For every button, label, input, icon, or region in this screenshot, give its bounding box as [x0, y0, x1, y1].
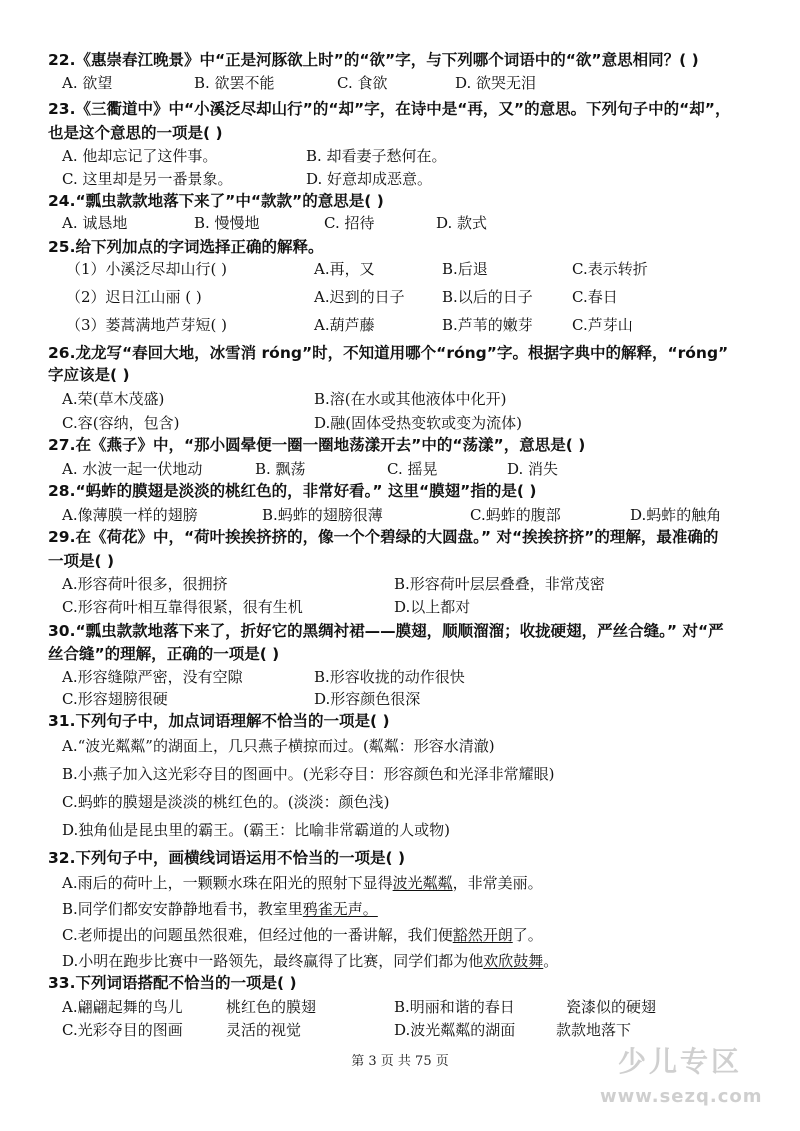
q26-option-b: B.溶(在水或其他液体中化开): [314, 390, 507, 408]
watermark-logo: 少儿专区: [618, 1045, 743, 1078]
question-25-stem: 25.给下列加点的字词选择正确的解释。: [48, 238, 324, 256]
q28-option-c: C.蚂蚱的腹部: [470, 506, 561, 524]
q24-option-a: A. 诚恳地: [62, 214, 128, 232]
q29-option-b: B.形容荷叶层层叠叠，非常茂密: [394, 575, 605, 593]
q32-option-d: D.小明在跑步比赛中一路领先，最终赢得了比赛，同学们都为他欢欣鼓舞。: [62, 952, 559, 970]
q25-item-2-option-b: B.以后的日子: [442, 288, 533, 306]
q29-option-d: D.以上都对: [394, 598, 471, 616]
watermark-url: www.sezq.com: [600, 1086, 763, 1107]
q33-option-c-part1: C.光彩夺目的图画: [62, 1021, 183, 1039]
q25-item-1-option-c: C.表示转折: [572, 260, 648, 278]
q32-option-d-underlined: 欢欣鼓舞: [483, 952, 544, 970]
page-number-footer: 第 3 页 共 75 页: [351, 1054, 449, 1069]
q27-option-d: D. 消失: [507, 460, 559, 478]
question-27-stem: 27.在《燕子》中，“那小圆晕便一圈一圈地荡漾开去”中的“荡漾”，意思是( ): [48, 436, 586, 454]
q32-option-a: A.雨后的荷叶上，一颗颗水珠在阳光的照射下显得波光粼粼，非常美丽。: [62, 874, 543, 892]
q30-option-b: B.形容收拢的动作很快: [314, 668, 465, 686]
q25-item-3-option-b: B.芦苇的嫩芽: [442, 316, 533, 334]
question-30-stem-line1: 30.“瓢虫款款地落下来了，折好它的黑绸衬裙——膜翅，顺顺溜溜；收拢硬翅，严丝合缝。” 对“严: [48, 622, 724, 640]
q28-option-d: D.蚂蚱的触角: [630, 506, 722, 524]
q24-option-d: D. 款式: [436, 214, 488, 232]
q33-option-a-part2: 桃红色的膜翅: [226, 998, 317, 1016]
q22-option-c: C. 食欲: [337, 74, 388, 92]
q24-option-c: C. 招待: [324, 214, 375, 232]
q32-option-b: B.同学们都安安静静地看书，教室里鸦雀无声。: [62, 900, 378, 918]
q25-item-3: （3）蒌蒿满地芦芽短( ): [66, 316, 228, 334]
q32-option-c: C.老师提出的问题虽然很难，但经过他的一番讲解，我们便豁然开朗了。: [62, 926, 543, 944]
q26-option-c: C.容(容纳，包含): [62, 414, 180, 432]
question-31-stem: 31.下列句子中，加点词语理解不恰当的一项是( ): [48, 712, 390, 730]
question-33-stem: 33.下列词语搭配不恰当的一项是( ): [48, 974, 297, 992]
q33-option-b-part1: B.明丽和谐的春日: [394, 998, 515, 1016]
q23-option-d: D. 好意却成恶意。: [306, 170, 433, 188]
q30-option-c: C.形容翅膀很硬: [62, 690, 168, 708]
question-23-stem-line1: 23.《三衢道中》中“小溪泛尽却山行”的“却”字，在诗中是“再，又”的意思。下列句子中的“却”，: [48, 100, 731, 118]
q25-item-2-option-a: A.迟到的日子: [314, 288, 405, 306]
q32-option-b-underlined: 鸦雀无声。: [302, 900, 378, 918]
q25-item-1-option-b: B.后退: [442, 260, 488, 278]
q27-option-c: C. 摇晃: [387, 460, 438, 478]
q25-item-1-option-a: A.再，又: [314, 260, 375, 278]
q32-option-a-underlined: 波光粼粼: [392, 874, 453, 892]
q28-option-a: A.像薄膜一样的翅膀: [62, 506, 198, 524]
q26-option-a: A.荣(草木茂盛): [62, 390, 165, 408]
question-29-stem-line2: 一项是( ): [48, 552, 115, 570]
question-24-stem: 24.“瓢虫款款地落下来了”中“款款”的意思是( ): [48, 192, 384, 210]
q31-option-b: B.小燕子加入这光彩夺目的图画中。(光彩夺目：形容颜色和光泽非常耀眼): [62, 765, 555, 783]
q33-option-d-part1: D.波光粼粼的湖面: [394, 1021, 516, 1039]
q30-option-d: D.形容颜色很深: [314, 690, 421, 708]
question-26-stem-line1: 26.龙龙写“春回大地，冰雪消 róng”时，不知道用哪个“róng”字。根据字典中的解释，“róng”: [48, 344, 729, 362]
q27-option-a: A. 水波一起一伏地动: [62, 460, 203, 478]
q31-option-d: D.独角仙是昆虫里的霸王。(霸王：比喻非常霸道的人或物): [62, 821, 450, 839]
q28-option-b: B.蚂蚱的翅膀很薄: [262, 506, 383, 524]
q25-item-2-option-c: C.春日: [572, 288, 618, 306]
q31-option-a: A.“波光粼粼”的湖面上，几只燕子横掠而过。(粼粼：形容水清澈): [62, 737, 495, 755]
q22-option-a: A. 欲望: [62, 74, 113, 92]
question-26-stem-line2: 字应该是( ): [48, 366, 130, 384]
q23-option-a: A. 他却忘记了这件事。: [62, 147, 218, 165]
q23-option-c: C. 这里却是另一番景象。: [62, 170, 233, 188]
question-29-stem-line1: 29.在《荷花》中，“荷叶挨挨挤挤的，像一个个碧绿的大圆盘。” 对“挨挨挤挤”的理解，最准确的: [48, 528, 719, 546]
question-23-stem-line2: 也是这个意思的一项是( ): [48, 124, 223, 142]
q25-item-3-option-c: C.芦芽山: [572, 316, 633, 334]
q33-option-c-part2: 灵活的视觉: [226, 1021, 302, 1039]
question-32-stem: 32.下列句子中，画横线词语运用不恰当的一项是( ): [48, 849, 406, 867]
question-28-stem: 28.“蚂蚱的膜翅是淡淡的桃红色的，非常好看。” 这里“膜翅”指的是( ): [48, 482, 537, 500]
q33-option-d-part2: 款款地落下: [556, 1021, 632, 1039]
q25-item-3-option-a: A.葫芦藤: [314, 316, 375, 334]
q29-option-c: C.形容荷叶相互靠得很紧，很有生机: [62, 598, 303, 616]
q33-option-a-part1: A.翩翩起舞的鸟儿: [62, 998, 183, 1016]
q29-option-a: A.形容荷叶很多，很拥挤: [62, 575, 228, 593]
q22-option-b: B. 欲罢不能: [194, 74, 275, 92]
question-30-stem-line2: 丝合缝”的理解，正确的一项是( ): [48, 645, 280, 663]
q32-option-c-underlined: 豁然开朗: [452, 926, 513, 944]
q22-option-d: D. 欲哭无泪: [455, 74, 537, 92]
q24-option-b: B. 慢慢地: [194, 214, 260, 232]
q25-item-2: （2）迟日江山丽 ( ): [66, 288, 202, 306]
q27-option-b: B. 飘荡: [255, 460, 306, 478]
q23-option-b: B. 却看妻子愁何在。: [306, 147, 447, 165]
q25-item-1: （1）小溪泛尽却山行( ): [66, 260, 228, 278]
q31-option-c: C.蚂蚱的膜翅是淡淡的桃红色的。(淡淡：颜色浅): [62, 793, 390, 811]
question-22-stem: 22.《惠崇春江晚景》中“正是河豚欲上时”的“欲”字，与下列哪个词语中的“欲”意思相同？( ): [48, 51, 699, 69]
q26-option-d: D.融(固体受热变软或变为流体): [314, 414, 522, 432]
q33-option-b-part2: 瓷漆似的硬翅: [566, 998, 657, 1016]
q30-option-a: A.形容缝隙严密，没有空隙: [62, 668, 243, 686]
